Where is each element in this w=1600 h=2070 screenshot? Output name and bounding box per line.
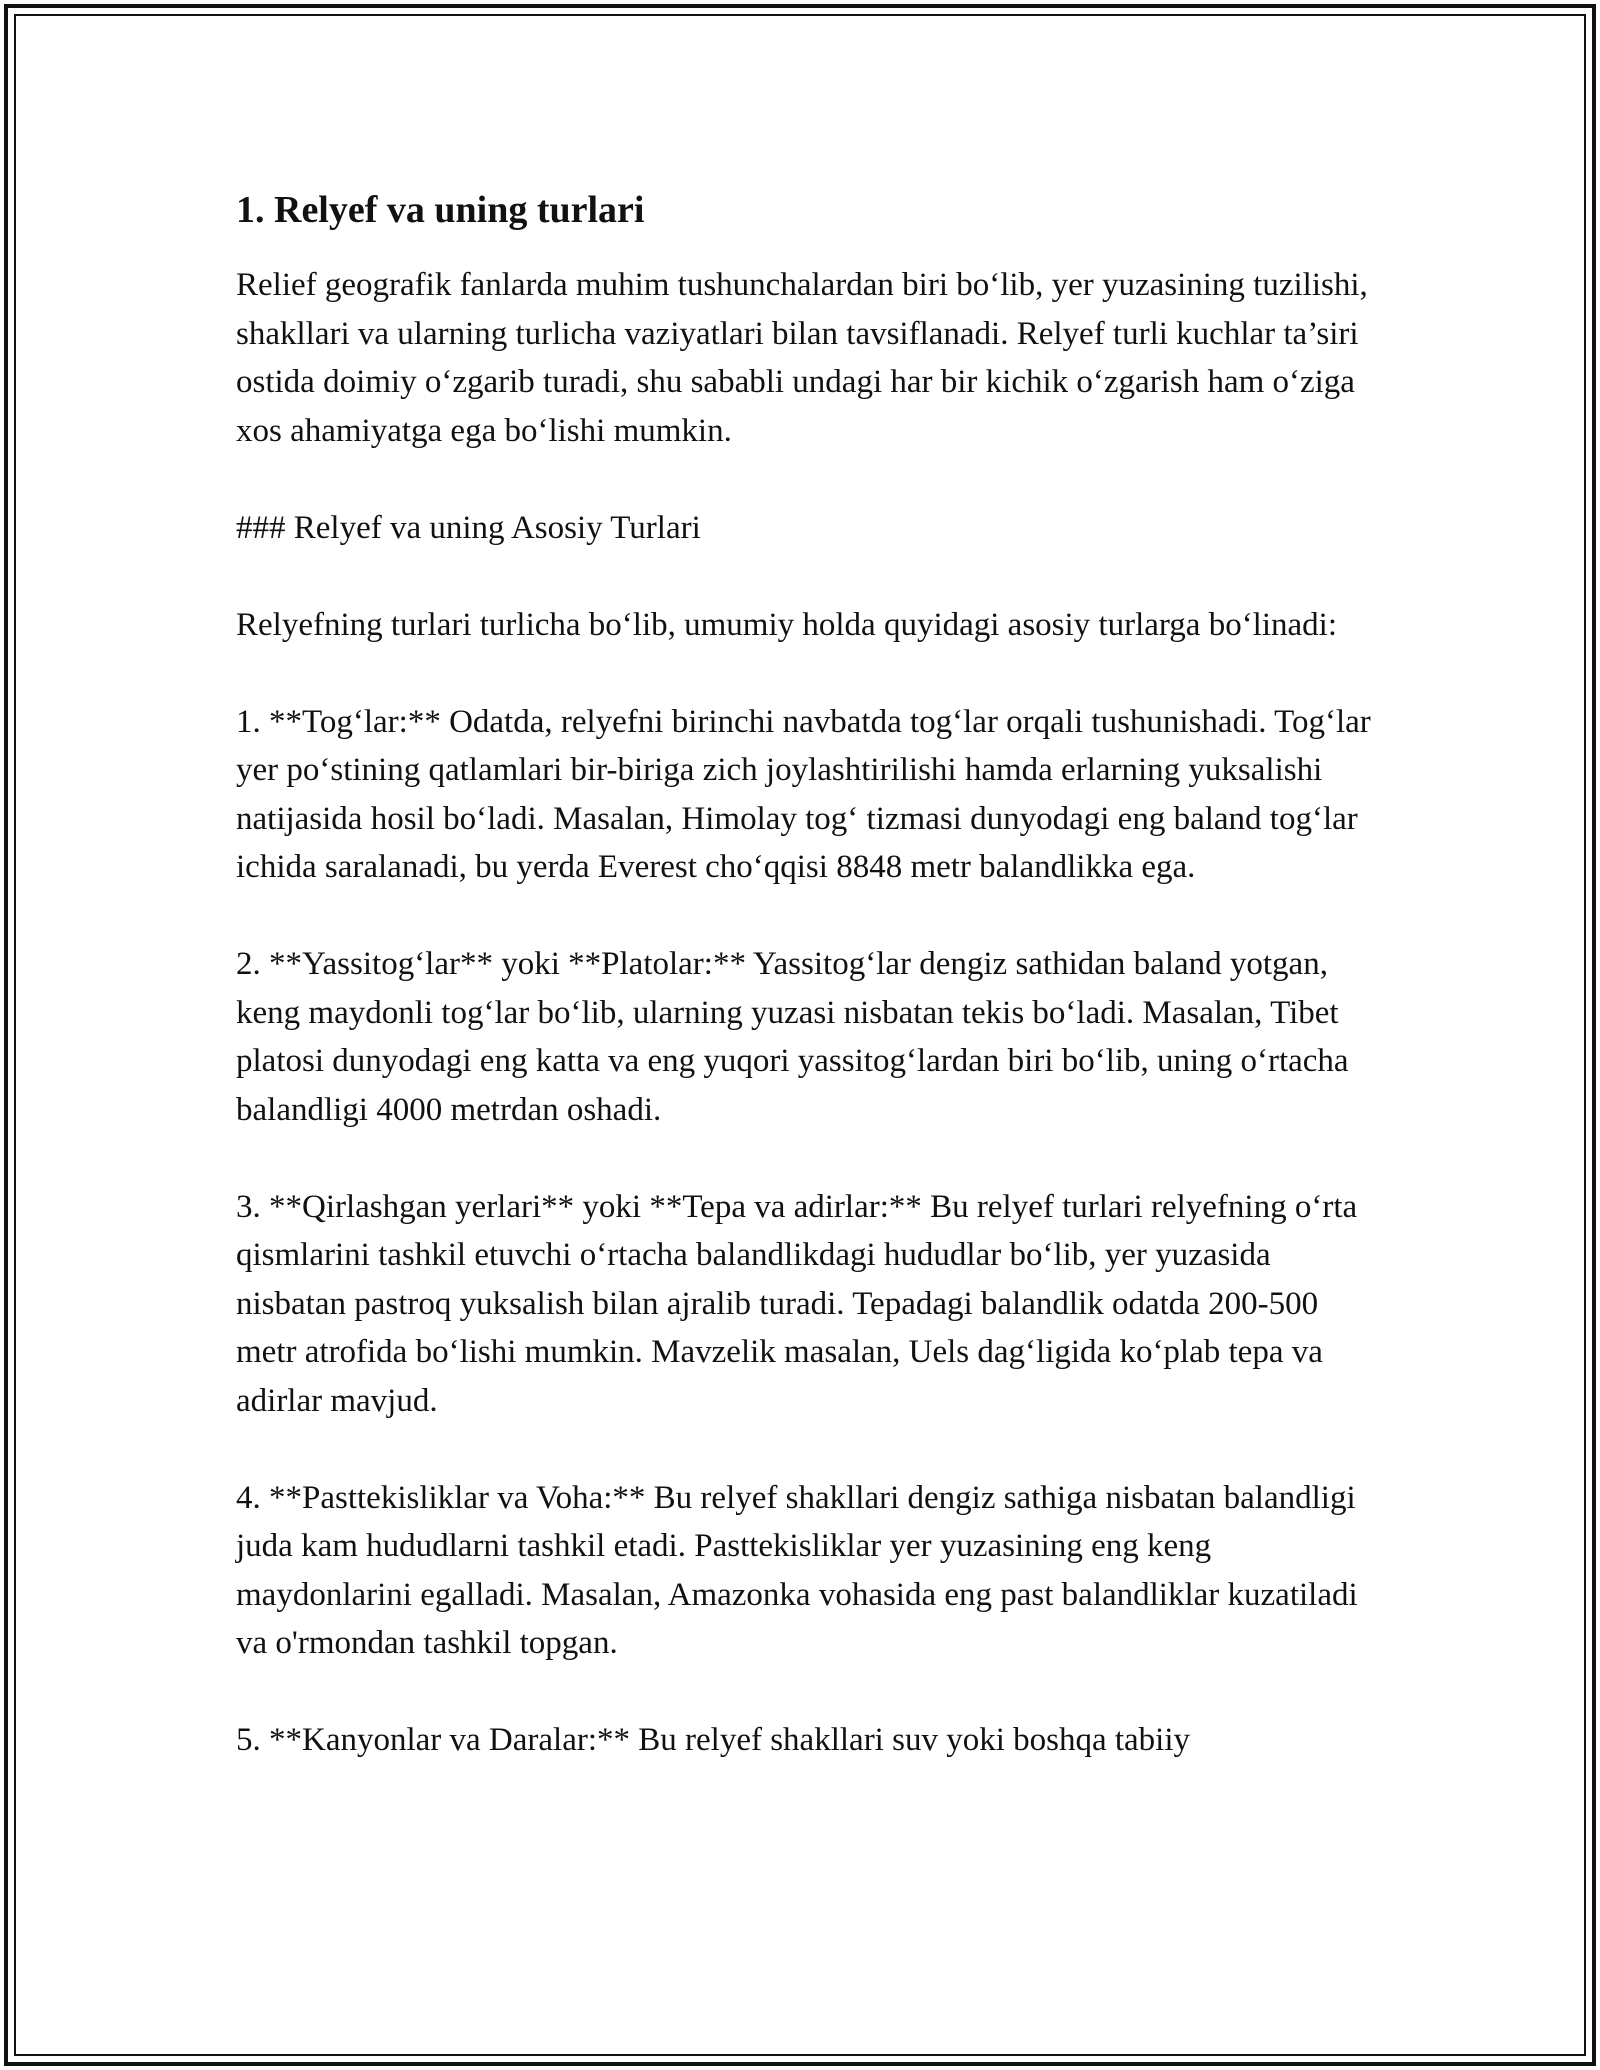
intro-paragraph: Relief geografik fanlarda muhim tushunchalardan biri bo‘lib, yer yuzasining tuzilishi, shakllari va ularning turlicha vaziyatlari bilan tavsiflanadi. Relyef turli kuchlar ta’siri ostida doimiy o‘zgarib turadi, shu sababli undagi har bir kichik o‘zgarish ham o‘ziga xos ahamiyatga ega bo‘lishi mumkin. <box>236 267 1368 449</box>
document-page <box>236 185 1386 1813</box>
types-intro-paragraph: Relyefning turlari turlicha bo‘lib, umumiy holda quyidagi asosiy turlarga bo‘linadi: <box>236 606 1338 643</box>
list-item-hills: 3. **Qirlashgan yerlari** yoki **Tepa va adirlar:** Bu relyef turlari relyefning o‘rta qismlarini tashkil etuvchi o‘rtacha balandlikdagi hududlar bo‘lib, yer yuzasida nisbatan pastroq yuksalish bilan ajralib turadi. Tepadagi balandlik odatda 200-500 metr atrofida bo‘lishi mumkin. Mavzelik masalan, Uels dag‘ligida ko‘plab tepa va adirlar mavjud. <box>236 1188 1358 1419</box>
list-item-plateaus: 2. **Yassitog‘lar** yoki **Platolar:** Yassitog‘lar dengiz sathidan baland yotgan, keng maydonli tog‘lar bo‘lib, ularning yuzasi nisbatan tekis bo‘ladi. Masalan, Tibet platosi dunyodagi eng katta va eng yuqori yassitog‘lardan biri bo‘lib, uning o‘rtacha balandligi 4000 metrdan oshadi. <box>236 946 1349 1128</box>
document-title: 1. Relyef va uning turlari <box>236 189 645 231</box>
section-heading-text: ### Relyef va uning Asosiy Turlari <box>236 509 701 546</box>
list-item-mountains: 1. **Tog‘lar:** Odatda, relyefni birinchi navbatda tog‘lar orqali tushunishadi. Tog‘lar yer po‘stining qatlamlari bir-biriga zich joylashtirilishi hamda erlarning yuksalishi natijasida hosil bo‘ladi. Masalan, Himolay tog‘ tizmasi dunyodagi eng baland tog‘lar ichida saralanadi, bu yerda Everest cho‘qqisi 8848 metr balandlikka ega. <box>236 703 1371 885</box>
list-item-canyons: 5. **Kanyonlar va Daralar:** Bu relyef shakllari suv yoki boshqa tabiiy <box>236 1722 1191 1758</box>
list-item-lowlands: 4. **Pasttekisliklar va Voha:** Bu relyef shakllari dengiz sathiga nisbatan balandligi juda kam hududlarni tashkil etadi. Pasttekisliklar yer yuzasining eng keng maydonlarini egalladi. Masalan, Amazonka vohasida eng past balandliklar kuzatiladi va o'rmondan tashkil topgan. <box>236 1479 1358 1661</box>
